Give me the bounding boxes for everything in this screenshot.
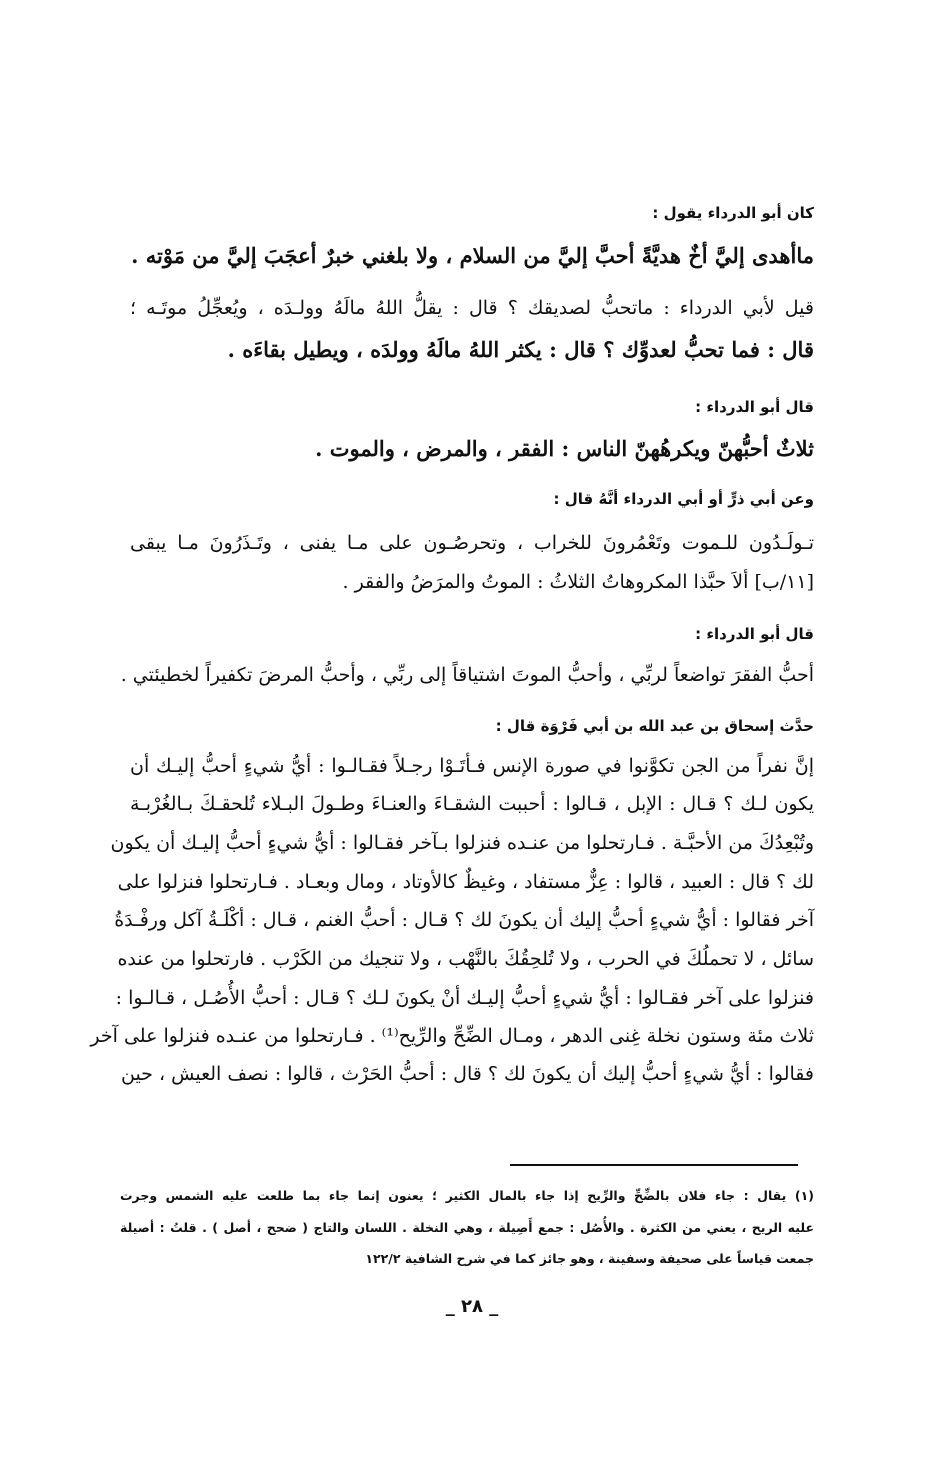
quote-line: ماأهدى إليَّ أخٌ هديَّةً أحبَّ إليَّ من السلام ، ولا بلغني خبرٌ أعجَبَ إليَّ من مَوْته . — [131, 243, 814, 268]
text-line: قال : فما تحبُّ لعدوِّك ؟ قال : يكثر اللهُ مالَهُ وولدَه ، ويطيل بقاءَه . — [227, 337, 814, 362]
text-line: [١١/ب] ألاَ حبَّذا المكروهاتُ الثلاثُ : الموتُ والمرَضُ والفقر . — [342, 571, 814, 593]
text-line: تـولَـدُون للـموت وتَعْمُرونَ للخراب ، وتحرصُـون على مـا يفنى ، وتَـذَرُونَ مـا يبقى — [130, 532, 814, 554]
section-heading: قال أبو الدرداء : — [695, 398, 814, 416]
footnote-line: جمعت قياساً على صحيفة وسفينة ، وهو جائز كما في شرح الشافية ١٢٢/٢ — [365, 1251, 814, 1266]
text-line: فقالوا : أيُّ شيءٍ أحبُّ إليك أن يكونَ لك ؟ قال : أحبُّ الحَرْث ، قالوا : نصف العيش ، حين — [120, 1063, 814, 1085]
text-line: سائل ، لا تحملُكَ في الحرب ، ولا تُلحِقُكَ بالنَّهْب ، ولا تنجيك من الكَرْب . فارتحلوا من عنده — [117, 948, 814, 970]
section-heading: وعن أبي ذرٍّ أو أبي الدرداء أنَّهُ قال : — [553, 490, 814, 508]
section-heading: حدَّث إسحاق بن عبد الله بن أبي فَرْوَة قال : — [495, 717, 814, 735]
text-line: ثلاث مئة وستون نخلة غِنى الدهر ، ومـال الضِّحِّ والرِّيح⁽¹⁾ . فـارتحلوا من عنـده فنزلوا على آخر — [90, 1025, 814, 1047]
footnote-line: عليه الريح ، يعني من الكثرة . والأُصُل : جمع أَصِيلة ، وهي النخلة . اللسان والتاج ( ضحح ، أصل ) . قلتُ : أصيلة — [120, 1220, 814, 1235]
text-line: لك ؟ قال : العبيد ، قالوا : عِزٌّ مستفاد ، وغيظٌ كالأوتاد ، ومال وبعـاد . فـارتحلوا فنزلوا على — [117, 871, 814, 893]
text-line: فنزلوا على آخر فقـالوا : أيُّ شيءٍ أحبُّ إليـك أنْ يكونَ لـك ؟ قـال : أحبُّ الأُصُـل ، قـالـوا : — [115, 987, 814, 1009]
section-heading: قال أبو الدرداء : — [695, 625, 814, 643]
footnote-line: (١) يقال : جاء فلان بالضِّحِّ والرِّيح إذا جاء بالمال الكثير ؛ يعنون إنما جاء بما طلعت عليه الشمس وجرت — [120, 1188, 814, 1203]
text-line: وتُبْعِدُكَ من الأحبَّـة . فـارتحلوا من عنـده فنزلوا بـآخر فقـالوا : أيُّ شيءٍ أحبُّ إليـك أن يكون — [110, 832, 814, 854]
footnote-separator — [510, 1164, 798, 1166]
text-line: آخر فقالوا : أيُّ شيءٍ أحبُّ إليك أن يكونَ لك ؟ قـال : أحبُّ الغنم ، قـال : أكْلَـةُ آكل ورفْـدَةُ — [114, 909, 814, 931]
section-heading: كان أبو الدرداء يقول : — [652, 204, 814, 222]
quote-line: ثلاثٌ أحبُّهنّ ويكرهُهنّ الناس : الفقر ، والمرض ، والموت . — [315, 436, 814, 461]
text-line: يكون لـك ؟ قـال : الإبل ، قـالوا : أحببت الشقـاءَ والعنـاءَ وطـولَ البـلاء تُلحقـكَ بـالغُرْبـة — [130, 793, 814, 815]
text-line: أحبُّ الفقرَ تواضعاً لربِّي ، وأحبُّ الموتَ اشتياقاً إلى ربِّي ، وأحبُّ المرضَ تكفيراً لخطيئتي . — [120, 664, 814, 686]
text-line: قيل لأبي الدرداء : ماتحبُّ لصديقك ؟ قال : يقلُّ اللهُ مالَهُ وولـدَه ، ويُعجِّلُ موتَـه ؛ — [130, 297, 814, 319]
page-number: _ ٢٨ _ — [445, 1296, 499, 1317]
text-line: إنَّ نفراً من الجن تكوَّنوا في صورة الإنس فـأتَـوْا رجـلاً فقـالـوا : أيُّ شيءٍ أحبُّ إليـك أن — [130, 755, 814, 777]
